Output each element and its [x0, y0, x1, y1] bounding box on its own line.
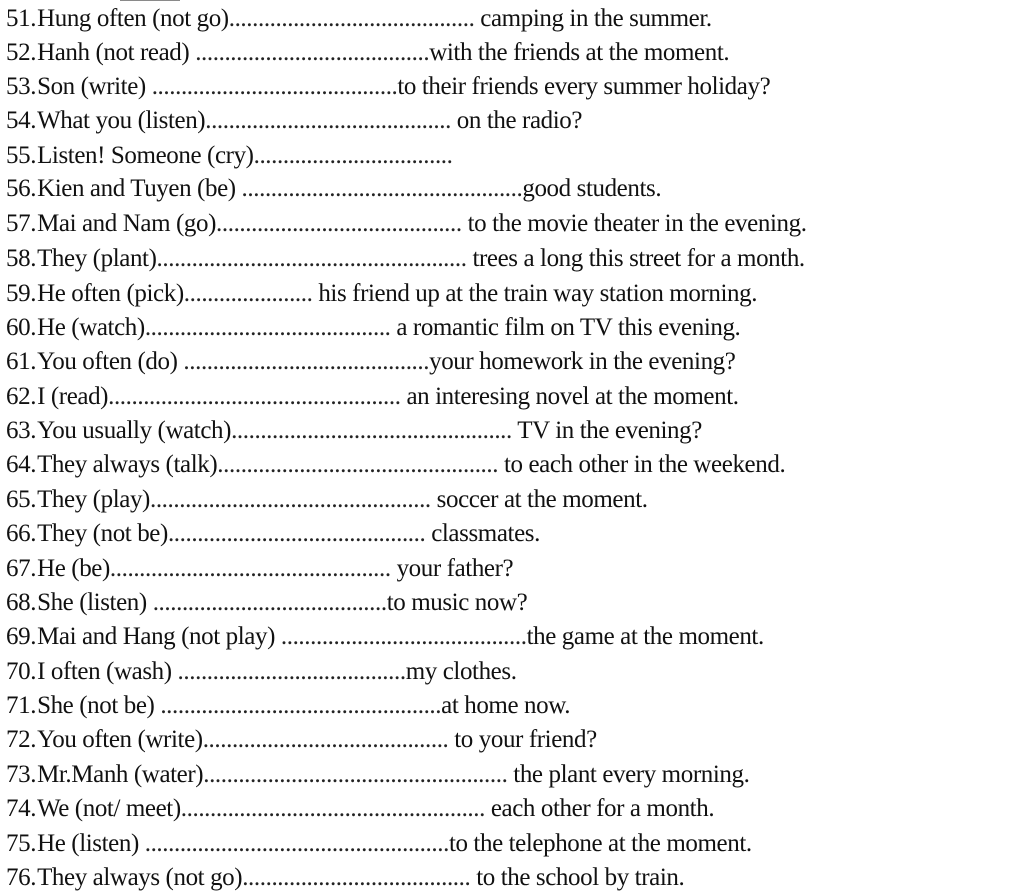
exercise-item-60 [6, 311, 740, 345]
exercise-item-71 [6, 689, 570, 723]
item-number: 68. [6, 589, 37, 616]
item-prompt: They always (talk) [37, 451, 218, 478]
item-number: 59. [6, 280, 37, 307]
exercise-item-56 [6, 172, 661, 206]
exercise-item-52 [6, 36, 729, 70]
answer-blank: ................................................ [160, 692, 442, 719]
exercise-item-59 [6, 277, 757, 311]
item-prompt: Hung often (not go) [37, 5, 229, 32]
answer-blank: ................................................ [231, 417, 512, 444]
answer-blank: .................................. [253, 142, 453, 169]
answer-blank: ....................................... [242, 864, 471, 891]
item-prompt: Kien and Tuyen (be) [37, 175, 242, 202]
item-continuation: camping in the summer. [474, 5, 712, 32]
answer-blank: .................................................. [108, 383, 401, 410]
answer-blank: ........................................ [152, 589, 387, 616]
item-number: 64. [6, 451, 37, 478]
answer-blank: ..................................................... [156, 245, 467, 272]
item-prompt: I often (wash) [37, 658, 178, 685]
answer-blank: .................................................... [144, 830, 449, 857]
answer-blank: .......................................... [151, 73, 398, 100]
exercise-item-74 [6, 792, 714, 826]
item-continuation: at home now. [441, 692, 571, 719]
item-number: 69. [6, 623, 37, 650]
item-continuation: soccer at the moment. [430, 486, 648, 513]
item-prompt: We (not/ meet) [37, 795, 181, 822]
item-continuation: to the school by train. [470, 864, 685, 891]
item-number: 65. [6, 486, 37, 513]
exercise-item-53 [6, 70, 770, 104]
top-divider [120, 0, 180, 1]
exercise-item-57 [6, 207, 807, 241]
exercise-item-63 [6, 414, 702, 448]
item-prompt: He (be) [37, 555, 110, 582]
exercise-item-66 [6, 517, 540, 551]
item-continuation: each other for a month. [484, 795, 715, 822]
exercise-item-67 [6, 552, 513, 586]
item-continuation: his friend up at the train way station morning. [312, 280, 758, 307]
exercise-item-73 [6, 758, 749, 792]
item-prompt: They (plant) [37, 245, 157, 272]
answer-blank: ............................................ [167, 520, 426, 547]
item-prompt: Mr.Manh (water) [37, 761, 204, 788]
item-number: 73. [6, 761, 37, 788]
item-prompt: You often (write) [37, 726, 203, 753]
item-number: 57. [6, 210, 37, 237]
item-continuation: to their friends every summer holiday? [397, 73, 771, 100]
item-continuation: to your friend? [448, 726, 597, 753]
item-prompt: What you (listen) [37, 107, 206, 134]
item-prompt: I (read) [37, 383, 109, 410]
item-number: 74. [6, 795, 37, 822]
item-number: 75. [6, 830, 37, 857]
item-number: 70. [6, 658, 37, 685]
item-prompt: You usually (watch) [37, 417, 232, 444]
item-continuation: the plant every morning. [507, 761, 750, 788]
item-continuation: good students. [522, 175, 662, 202]
answer-blank: .......................................... [216, 210, 462, 237]
item-number: 67. [6, 555, 37, 582]
answer-blank: ........................................ [195, 39, 430, 66]
answer-blank: ....................................... [177, 658, 406, 685]
item-continuation: my clothes. [405, 658, 517, 685]
item-prompt: They always (not go) [37, 864, 243, 891]
exercise-item-58 [6, 242, 805, 276]
exercise-item-75 [6, 827, 752, 861]
item-continuation: to the movie theater in the evening. [461, 210, 807, 237]
exercise-item-69 [6, 620, 764, 654]
item-prompt: He (watch) [37, 314, 145, 341]
answer-blank: .................................................... [180, 795, 485, 822]
item-number: 56. [6, 175, 37, 202]
item-continuation: classmates. [425, 520, 540, 547]
item-prompt: He (listen) [37, 830, 145, 857]
item-continuation: a romantic film on TV this evening. [390, 314, 741, 341]
item-number: 58. [6, 245, 37, 272]
item-number: 53. [6, 73, 37, 100]
item-number: 54. [6, 107, 37, 134]
exercise-item-51 [6, 2, 712, 36]
item-continuation: on the radio? [450, 107, 583, 134]
item-continuation: TV in the evening? [511, 417, 702, 444]
exercise-item-76 [6, 861, 684, 895]
exercise-item-65 [6, 483, 648, 517]
exercise-item-61 [6, 345, 735, 379]
answer-blank: ................................................ [241, 175, 523, 202]
item-continuation: to each other in the weekend. [498, 451, 786, 478]
exercise-item-70 [6, 655, 517, 689]
item-number: 55. [6, 142, 37, 169]
item-continuation: your homework in the evening? [429, 348, 736, 375]
answer-blank: ................................................ [217, 451, 499, 478]
answer-blank: ................................................ [109, 555, 391, 582]
answer-blank: .................................................... [203, 761, 508, 788]
answer-blank: .......................................... [202, 726, 449, 753]
item-continuation: trees a long this street for a month. [466, 245, 805, 272]
exercise-item-68 [6, 586, 527, 620]
answer-blank: ................................................ [149, 486, 431, 513]
item-number: 61. [6, 348, 37, 375]
item-number: 63. [6, 417, 37, 444]
exercise-item-64 [6, 448, 785, 482]
item-prompt: Son (write) [37, 73, 152, 100]
item-continuation: to music now? [386, 589, 528, 616]
exercise-item-55 [6, 139, 453, 173]
item-continuation: with the friends at the moment. [429, 39, 730, 66]
item-number: 51. [6, 5, 37, 32]
item-prompt: She (listen) [37, 589, 153, 616]
item-prompt: Mai and Nam (go) [37, 210, 217, 237]
answer-blank: .......................................... [144, 314, 391, 341]
item-number: 76. [6, 864, 37, 891]
item-prompt: Hanh (not read) [37, 39, 196, 66]
exercise-item-54 [6, 104, 582, 138]
item-prompt: They (not be) [37, 520, 168, 547]
item-number: 71. [6, 692, 37, 719]
item-prompt: She (not be) [37, 692, 161, 719]
answer-blank: .......................................... [228, 5, 475, 32]
item-prompt: They (play) [37, 486, 150, 513]
item-continuation: an interesing novel at the moment. [400, 383, 739, 410]
item-number: 66. [6, 520, 37, 547]
item-prompt: Listen! Someone (cry) [37, 142, 254, 169]
item-prompt: He often (pick) [37, 280, 184, 307]
item-prompt: You often (do) [37, 348, 184, 375]
item-continuation: your father? [390, 555, 514, 582]
answer-blank: .......................................... [183, 348, 430, 375]
answer-blank: ...................... [183, 280, 313, 307]
item-number: 52. [6, 39, 37, 66]
answer-blank: .......................................... [205, 107, 451, 134]
item-continuation: the game at the moment. [526, 623, 764, 650]
item-continuation: to the telephone at the moment. [448, 830, 752, 857]
answer-blank: .......................................... [280, 623, 527, 650]
item-number: 60. [6, 314, 37, 341]
exercise-item-72 [6, 723, 597, 757]
item-prompt: Mai and Hang (not play) [37, 623, 281, 650]
item-number: 62. [6, 383, 37, 410]
exercise-item-62 [6, 380, 739, 414]
item-number: 72. [6, 726, 37, 753]
